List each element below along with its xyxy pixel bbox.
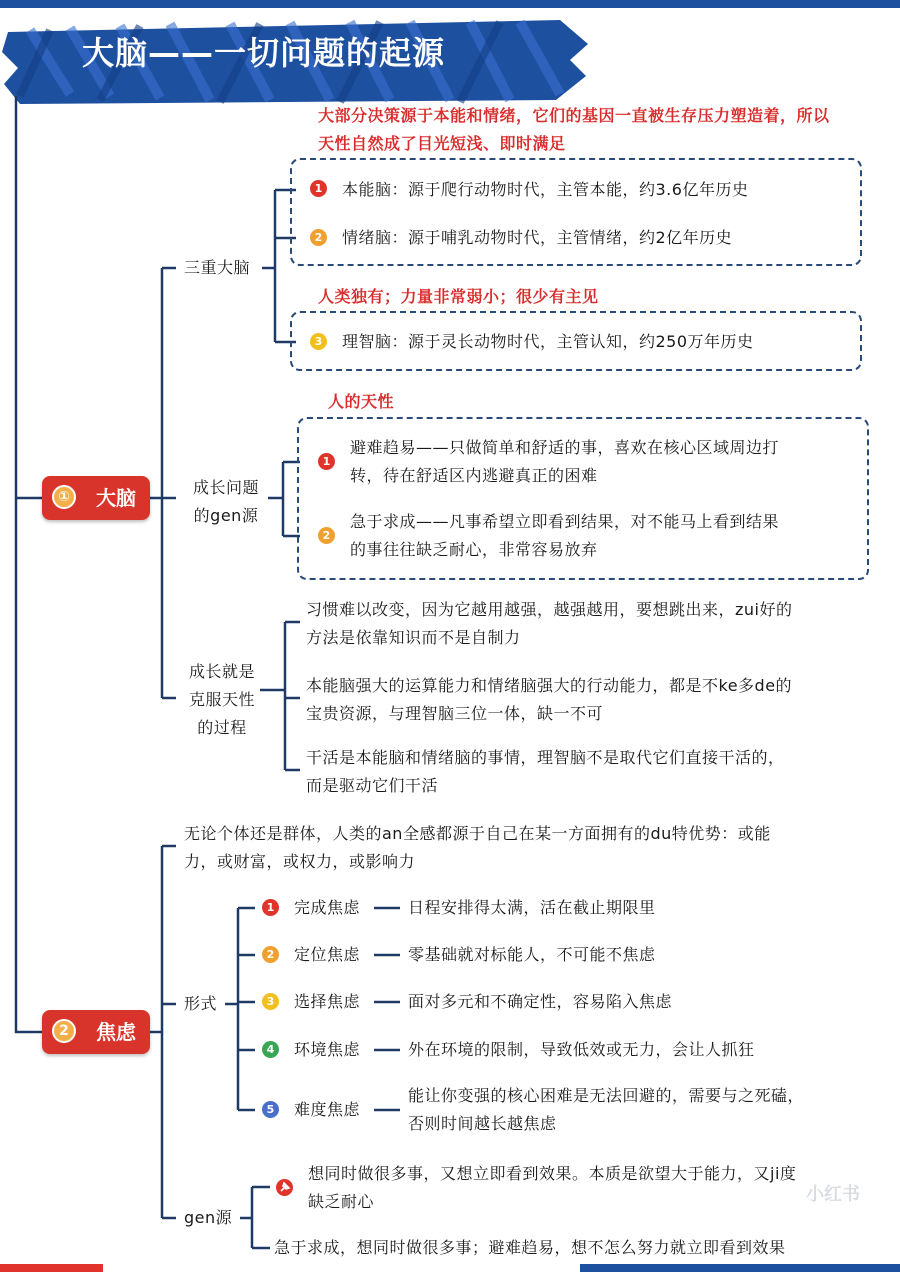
form-positioning-desc: 零基础就对标能人，不可能不焦虑 (408, 945, 656, 964)
eager-success-line2: 的事往往缺乏耐心，非常容易放弃 (350, 540, 598, 559)
pin-icon-svg (276, 1179, 293, 1196)
root-cause-line1: 想同时做很多事，又想立即看到效果。本质是欲望大于能力，又ji度 (308, 1164, 797, 1183)
work-line2: 而是驱动它们干活 (306, 776, 439, 795)
form-difficulty-desc-line1: 能让你变强的核心困难是无法回避的，需要与之死磕， (408, 1086, 805, 1105)
form-difficulty-name: 难度焦虑 (294, 1100, 361, 1119)
root-summary-text: 急于求成，想同时做很多事；避难趋易，想不怎么努力就立即看到效果 (274, 1238, 786, 1257)
number-badge-1: 1 (262, 899, 279, 916)
number-badge-5: 5 (262, 1101, 279, 1118)
resources-line1: 本能脑强大的运算能力和情绪脑强大的行动能力，都是不ke多de的 (306, 676, 793, 695)
number-badge-2: 2 (310, 229, 327, 246)
instinct-brain-text: 本能脑：源于爬行动物时代，主管本能，约3.6亿年历史 (342, 180, 749, 199)
number-badge-2: 2 (262, 946, 279, 963)
node-anxiety[interactable] (42, 1010, 150, 1054)
note-decision-source-text: 大部分决策源于本能和情绪，它们的基因一直被生存压力塑造着，所以天性自然成了目光短浅、即时满足 (318, 106, 830, 153)
eager-success-text (350, 508, 779, 564)
form-completion-name: 完成焦虑 (294, 898, 361, 917)
avoid-difficulty-line1: 避难趋易——只做简单和舒适的事，喜欢在核心区域周边打 (350, 438, 780, 457)
anxiety-intro (184, 820, 771, 876)
watermark: 小红书 (806, 1184, 860, 1205)
number-badge-2: 2 (318, 527, 335, 544)
branch-growth-process-line2: 克服天性 (188, 690, 255, 709)
habit-line2: 方法是依靠知识而不是自制力 (306, 628, 521, 647)
root-cause-line2: 缺乏耐心 (308, 1192, 375, 1211)
resources-text (306, 672, 792, 728)
branch-forms: 形式 (184, 994, 218, 1013)
anxiety-intro-line1: 无论个体还是群体，人类的an全感都源于自己在某一方面拥有的du特优势：或能 (184, 824, 771, 843)
resources-line2: 宝贵资源，与理智脑三位一体，缺一不可 (306, 704, 604, 723)
work-line1: 干活是本能脑和情绪脑的事情，理智脑不是取代它们直接干活的， (306, 748, 785, 767)
node-brain[interactable] (42, 476, 150, 520)
form-completion-desc: 日程安排得太满，活在截止期限里 (408, 898, 656, 917)
branch-root: gen源 (184, 1208, 233, 1227)
note-human-nature: 人的天性 (328, 392, 395, 411)
number-badge-1: 1 (318, 453, 335, 470)
rational-brain-text: 理智脑：源于灵长动物时代，主管认知，约250万年历史 (342, 332, 754, 351)
form-environment-desc: 外在环境的限制，导致低效或无力，会让人抓狂 (408, 1040, 755, 1059)
root-cause-text (308, 1160, 796, 1216)
branch-growth-process-line3: 的过程 (197, 718, 247, 737)
anxiety-intro-line2: 力，或财富，或权力，或影响力 (184, 852, 416, 871)
emotion-brain-text: 情绪脑：源于哺乳动物时代，主管情绪，约2亿年历史 (342, 228, 733, 247)
form-difficulty-desc (408, 1082, 804, 1138)
pin-icon (276, 1179, 293, 1196)
page-title: 大脑——一切问题的起源 (82, 34, 446, 72)
habit-line1: 习惯难以改变，因为它越用越强，越强越用，要想跳出来，zui好的 (306, 600, 793, 619)
form-difficulty-desc-line2: 否则时间越长越焦虑 (408, 1114, 557, 1133)
eager-success-line1: 急于求成——凡事希望立即看到结果，对不能马上看到结果 (350, 512, 780, 531)
node-anxiety-label: 焦虑 (96, 1020, 136, 1044)
branch-growth-process (184, 658, 260, 742)
number-badge-3: 3 (310, 333, 327, 350)
number-badge-2: 2 (52, 1019, 76, 1043)
branch-growth-root-line1: 成长问题 (192, 478, 259, 497)
bottom-bar-red (0, 1264, 103, 1272)
branch-growth-process-line1: 成长就是 (188, 662, 255, 681)
number-badge-1: ① (52, 485, 76, 509)
avoid-difficulty-line2: 转，待在舒适区内逃避真正的困难 (350, 466, 598, 485)
form-environment-name: 环境焦虑 (294, 1040, 361, 1059)
work-text (306, 744, 785, 800)
bottom-bar-blue (580, 1264, 900, 1272)
note-decision-source (318, 102, 838, 158)
number-badge-4: 4 (262, 1041, 279, 1058)
form-choice-desc: 面对多元和不确定性，容易陷入焦虑 (408, 992, 673, 1011)
branch-growth-root (186, 474, 266, 530)
avoid-difficulty-text (350, 434, 779, 490)
node-brain-label: 大脑 (96, 486, 136, 510)
note-human-unique: 人类独有；力量非常弱小；很少有主见 (318, 287, 599, 306)
number-badge-1: 1 (310, 180, 327, 197)
branch-growth-root-line2: 的gen源 (193, 506, 259, 525)
form-positioning-name: 定位焦虑 (294, 945, 361, 964)
branch-three-brains: 三重大脑 (184, 258, 251, 277)
habit-text (306, 596, 793, 652)
number-badge-3: 3 (262, 993, 279, 1010)
form-choice-name: 选择焦虑 (294, 992, 361, 1011)
